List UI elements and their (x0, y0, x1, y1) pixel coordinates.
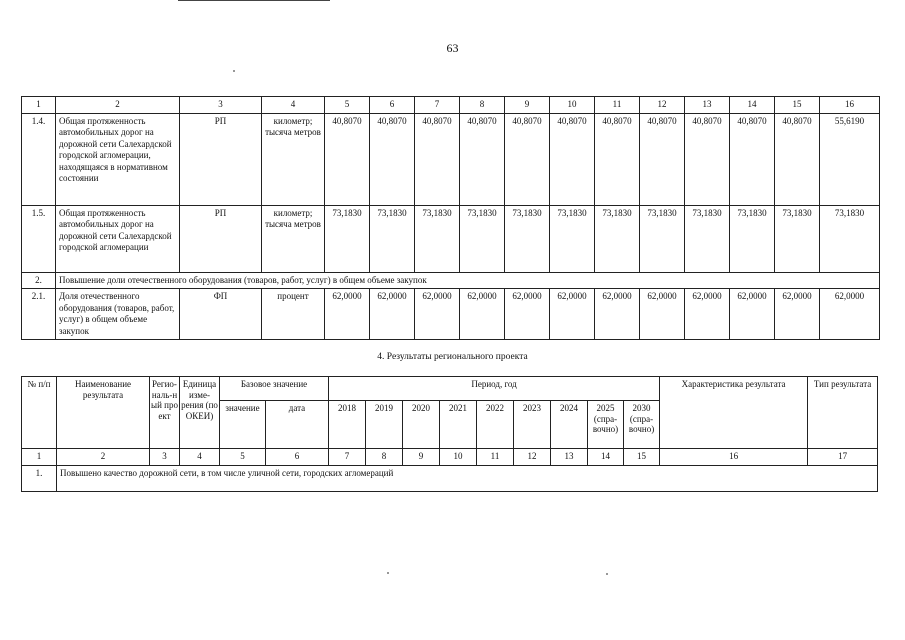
unit: процент (262, 289, 325, 340)
value-cell: 73,1830 (820, 205, 880, 272)
header-unit: Единица изме-рения (по ОКЕИ) (180, 377, 220, 449)
col-header: 5 (325, 97, 370, 114)
result-row (22, 465, 878, 491)
indicator-name: Общая протяженность автомобильных дорог на дорожной сети Салехардской городской агломерации, находящаяся в нормативном состоянии (56, 113, 180, 205)
value-cell: 40,8070 (325, 113, 370, 205)
row-number: 1.4. (22, 113, 56, 205)
value-cell: 40,8070 (595, 113, 640, 205)
col-number: 13 (551, 449, 588, 466)
indicators-table (21, 96, 880, 340)
value-cell: 62,0000 (775, 289, 820, 340)
header-year: 2023 (514, 401, 551, 449)
col-header: 7 (415, 97, 460, 114)
value-cell: 40,8070 (730, 113, 775, 205)
header-year: 2019 (366, 401, 403, 449)
header-period: Период, год (329, 377, 660, 401)
col-header: 12 (640, 97, 685, 114)
col-number: 5 (220, 449, 266, 466)
col-header: 4 (262, 97, 325, 114)
unit: километр; тысяча метров (262, 113, 325, 205)
result-text: Повышено качество дорожной сети, в том числе уличной сети, городских агломераций (57, 465, 878, 491)
col-number: 9 (403, 449, 440, 466)
scan-speck (233, 70, 235, 72)
scan-speck (387, 572, 389, 574)
value-cell: 73,1830 (550, 205, 595, 272)
col-number: 10 (440, 449, 477, 466)
value-cell: 62,0000 (685, 289, 730, 340)
section-title: Повышение доли отечественного оборудования (товаров, работ, услуг) в общем объеме закупок (56, 272, 880, 289)
col-header: 1 (22, 97, 56, 114)
col-number: 8 (366, 449, 403, 466)
value-cell: 40,8070 (640, 113, 685, 205)
col-header: 16 (820, 97, 880, 114)
value-cell: 73,1830 (460, 205, 505, 272)
value-cell: 62,0000 (595, 289, 640, 340)
col-header: 10 (550, 97, 595, 114)
indicator-name: Общая протяженность автомобильных дорог на дорожной сети Салехардской городской агломерации (56, 205, 180, 272)
header-year: 2022 (477, 401, 514, 449)
col-header: 9 (505, 97, 550, 114)
value-cell: 62,0000 (730, 289, 775, 340)
section-caption: 4. Результаты регионального проекта (377, 352, 528, 362)
project-level: РП (180, 113, 262, 205)
col-header: 8 (460, 97, 505, 114)
header-type: Тип результата (808, 377, 878, 449)
col-header: 14 (730, 97, 775, 114)
col-header: 13 (685, 97, 730, 114)
value-cell: 62,0000 (370, 289, 415, 340)
header-year: 2030 (спра-вочно) (624, 401, 660, 449)
header-base: Базовое значение (220, 377, 329, 401)
value-cell: 73,1830 (370, 205, 415, 272)
value-cell: 73,1830 (685, 205, 730, 272)
header-region: Регио-наль-ный проект (150, 377, 180, 449)
value-cell: 62,0000 (415, 289, 460, 340)
unit: километр; тысяча метров (262, 205, 325, 272)
col-header: 15 (775, 97, 820, 114)
header-num: № п/п (22, 377, 57, 449)
value-cell: 73,1830 (595, 205, 640, 272)
value-cell: 55,6190 (820, 113, 880, 205)
indicator-name: Доля отечественного оборудования (товаров, работ, услуг) в общем объеме закупок (56, 289, 180, 340)
scan-speck (606, 573, 608, 575)
col-number: 11 (477, 449, 514, 466)
col-number: 3 (150, 449, 180, 466)
col-header: 11 (595, 97, 640, 114)
header-name: Наименование результата (57, 377, 150, 449)
project-level: РП (180, 205, 262, 272)
header-year: 2020 (403, 401, 440, 449)
col-number: 7 (329, 449, 366, 466)
section-row (22, 272, 880, 289)
value-cell: 62,0000 (820, 289, 880, 340)
value-cell: 62,0000 (505, 289, 550, 340)
header-number-row (22, 97, 880, 114)
col-header: 6 (370, 97, 415, 114)
header-date: дата (266, 401, 329, 449)
value-cell: 73,1830 (730, 205, 775, 272)
value-cell: 62,0000 (460, 289, 505, 340)
value-cell: 73,1830 (505, 205, 550, 272)
value-cell: 62,0000 (640, 289, 685, 340)
col-header: 3 (180, 97, 262, 114)
col-number: 17 (808, 449, 878, 466)
value-cell: 62,0000 (325, 289, 370, 340)
value-cell: 40,8070 (505, 113, 550, 205)
top-edge-line (178, 0, 330, 1)
value-cell: 40,8070 (460, 113, 505, 205)
project-level: ФП (180, 289, 262, 340)
table-row (22, 113, 880, 205)
col-number: 15 (624, 449, 660, 466)
col-number: 12 (514, 449, 551, 466)
header-year: 2021 (440, 401, 477, 449)
col-header: 2 (56, 97, 180, 114)
value-cell: 62,0000 (550, 289, 595, 340)
col-number: 16 (660, 449, 808, 466)
header-year: 2025 (спра-вочно) (588, 401, 624, 449)
col-number: 14 (588, 449, 624, 466)
value-cell: 40,8070 (370, 113, 415, 205)
row-number: 2.1. (22, 289, 56, 340)
page-number: 63 (446, 41, 459, 55)
header-year: 2018 (329, 401, 366, 449)
results-table (21, 376, 878, 492)
header-value: значение (220, 401, 266, 449)
col-number: 2 (57, 449, 150, 466)
value-cell: 40,8070 (685, 113, 730, 205)
column-number-row (22, 449, 878, 466)
value-cell: 73,1830 (325, 205, 370, 272)
header-characteristic: Характеристика результата (660, 377, 808, 449)
row-number: 1.5. (22, 205, 56, 272)
header-year: 2024 (551, 401, 588, 449)
table-row (22, 205, 880, 272)
value-cell: 73,1830 (415, 205, 460, 272)
section-number: 2. (22, 272, 56, 289)
value-cell: 73,1830 (775, 205, 820, 272)
col-number: 6 (266, 449, 329, 466)
table-row (22, 289, 880, 340)
col-number: 1 (22, 449, 57, 466)
col-number: 4 (180, 449, 220, 466)
value-cell: 40,8070 (775, 113, 820, 205)
value-cell: 73,1830 (640, 205, 685, 272)
header-row (22, 377, 878, 401)
row-number: 1. (22, 465, 57, 491)
value-cell: 40,8070 (550, 113, 595, 205)
value-cell: 40,8070 (415, 113, 460, 205)
